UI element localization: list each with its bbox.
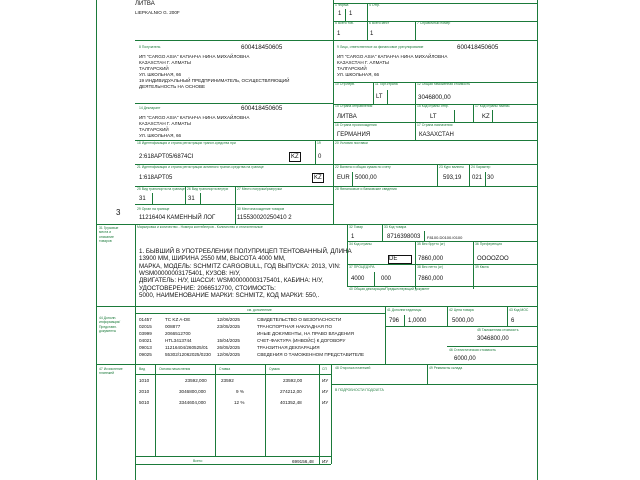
net-weight: 7860,000 (418, 276, 444, 282)
document-name: ТРАНСПОРТНАЯ НАКЛАДНАЯ ПО (257, 324, 333, 329)
watermark-logo: LLER (568, 424, 619, 444)
label-supp-units: 41 Дополнит.единицы (387, 308, 422, 312)
payment-type: 5010 (139, 400, 150, 405)
document-name: СВИДЕТЕЛЬСТВО О БЕЗОПАСНОСТИ (257, 317, 342, 322)
label-inland-transport: 26 Вид транспорта внутри (187, 187, 229, 191)
mos-code: 6 (511, 318, 515, 324)
label-see-supplement: см. дополнение (247, 308, 272, 312)
gross-weight: 7860,000 (418, 256, 444, 262)
destination-code: KZ (482, 114, 490, 120)
box24-b: 30 (487, 175, 494, 181)
payment-base: 3344604,000 (179, 400, 206, 405)
transport-country: KZ (291, 154, 299, 160)
label-payments: 47 Исчисление платежей (99, 367, 123, 376)
label-gross-weight: 35 Вес брутто (кг) (417, 242, 445, 246)
label-form: 1 Форма (335, 3, 349, 7)
payment-base: 23592,000 (185, 378, 207, 383)
country-origin: ГЕРМАНИЯ (337, 132, 371, 138)
procedure-a: 4000 (351, 276, 365, 282)
country-destination: КАЗАХСТАН (419, 132, 454, 138)
declarant-code: 600418450605 (241, 105, 283, 112)
total-customs-value: 3046800,00 (418, 94, 451, 101)
country-departure: ЛИТВА (337, 114, 357, 120)
label-additional-info: 44 Дополн. информация/ Представл. документы (99, 316, 121, 333)
label-declarant: 14 Декларант (139, 106, 161, 110)
document-number: TC KZ A-DE (165, 317, 191, 322)
label-financial-info: 28 Финансовые и банковские сведения (335, 187, 397, 191)
payment-rate: 23592 (221, 378, 234, 383)
form-a: 1 (338, 11, 342, 17)
header-top-line1: ЛИТВА (135, 1, 155, 7)
label-quota: 39 Квота (475, 265, 489, 269)
border-transport-country: KZ (314, 175, 322, 181)
financial-party-code: 600418450605 (457, 44, 499, 51)
document-date: 15/04/2025 (217, 338, 240, 343)
label-financial-party: 9 Лицо, ответственное за финансовое урегулирование (337, 45, 424, 49)
label-ref-number: 7 Справочный номер (417, 21, 451, 25)
hdr-rate: Ставка (219, 367, 231, 371)
label-total: Всего: (193, 459, 203, 463)
procedure-b: 000 (381, 276, 392, 282)
sender-address: ИП "CARGO ASIA" КАПАНЧА НИНА МИХАЙЛОВНА КАЗАХСТАН Г. АЛМАТЫ ТАЛГАРСКИЙ УЛ. ШКОЛЬНАЯ, 66 19 ИНДИВИДУАЛЬНЫЙ ПРЕДПРИНИМАТЕЛЬ, ОСУЩЕСТВЛЯЮЩИЙ ДЕЯТЕЛЬНОСТЬ НА ОСНОВЕ (139, 54, 290, 90)
label-customs-value: 45 Таможенная стоимость (477, 328, 519, 332)
payment-type: 2010 (139, 389, 150, 394)
document-date: 26/05/2025 (217, 345, 240, 350)
country-code-34: DE (389, 256, 398, 262)
border-transport: 1:618APT05 (139, 175, 173, 181)
label-box19: 19 (317, 141, 321, 145)
form-number: 3 (116, 208, 121, 217)
label-warehouse: 49 Реквизиты склада (429, 366, 463, 370)
border-transport-mode: 31 (139, 196, 146, 202)
label-stat-value: 46 Статистическая стоимость (449, 348, 496, 352)
document-name: СЧЕТ-ФАКТУРА (ИНВОЙС) К ДОГОВОРУ (257, 338, 346, 343)
watermark-sub: ER (574, 444, 583, 450)
payment-sum: 274212,00 (280, 389, 302, 394)
invoice-amount: 5000,00 (355, 175, 377, 181)
preference: OOOOZOO (477, 256, 509, 262)
label-mos: 43 Код МОС (509, 308, 529, 312)
goods-location: 115530020250410 2 (237, 215, 292, 221)
label-country-destination: 17 Страна назначения (417, 123, 453, 127)
document-name: СВЕДЕНИЯ О ТАМОЖЕННОМ ПРЕДСТАВИТЕЛЕ (257, 352, 365, 357)
payments-total-sp: ИУ (322, 459, 329, 464)
document-code: 04021 (139, 338, 152, 343)
hdr-sum: Сумма (269, 367, 280, 371)
label-packages-description: 31 Грузовые места и описание товаров (99, 226, 119, 243)
header-top-line2: LIEPKALNIO G. 200F (135, 10, 180, 15)
label-country-code-34: 34 Код страны (349, 242, 372, 246)
label-form-4: 4 Отгр. (369, 3, 381, 7)
watermark-swoosh (588, 446, 635, 472)
label-sender: 8 Получатель (139, 45, 161, 49)
item-price: 5000,00 (452, 318, 474, 324)
declarant-address: ИП "CARGO ASIA" КАПАНЧА НИНА МИХАЙЛОВНА КАЗАХСТАН Г. АЛМАТЫ ТАЛГАРСКИЙ УЛ. ШКОЛЬНАЯ, 66 (139, 115, 250, 139)
label-delivery-terms: 20 Условия поставки (335, 141, 368, 145)
border-office: 11216404 КАМЕННЫЙ ЛОГ (139, 215, 216, 221)
hdr-type: Вид (139, 367, 146, 371)
label-goods-location: 30 Местонахождение товаров (237, 207, 285, 211)
label-loading-place: 27 Место погрузки/разгрузки (237, 187, 282, 191)
supp-unit-qty: 1,0000 (408, 318, 427, 324)
document-number: НТL3413744 (165, 338, 192, 343)
item-number: 1 (351, 234, 355, 240)
box19-value: 0 (318, 154, 322, 160)
departure-code: LT (430, 114, 437, 120)
document-code: 03999 (139, 331, 152, 336)
hdr-sp: СП (322, 367, 327, 371)
currency: EUR (337, 175, 350, 181)
label-procedure: 37 ПРОЦЕДУРА (349, 265, 375, 269)
label-net-weight: 38 Вес нетто (кг) (417, 265, 444, 269)
hs-extra: F8100.D0100.I0100 (427, 235, 463, 240)
label-departure-code: 15 Код страны отпр. (417, 104, 449, 108)
supp-unit-code: 796 (389, 318, 400, 324)
label-box24: 24 Характер (471, 165, 491, 169)
customs-value: 3046800,00 (477, 336, 509, 342)
inland-transport: 31 (188, 196, 195, 202)
document-code: 09025 (139, 352, 152, 357)
document-code: 02015 (139, 324, 152, 329)
label-marks: Маркировка и количество - Номера контейнеров - Количество и отличительные (137, 225, 263, 229)
box24-a: 021 (472, 175, 483, 181)
hdr-base: Основа начисления (159, 367, 191, 371)
goods-description: 1. БЫВШИЙ В УПОТРЕБЛЕНИИ ПОЛУПРИЦЕП ТЕНТОВАННЫЙ, ДЛИНА 13900 ММ, ШИРИНА 2550 ММ, ВЫСОТА 4000 ММ, МАРКА, МОДЕЛЬ: SCHMITZ CARGOBULL, ГОД ВЫПУСКА: 2013, VIN: WSM00000003175401, КУЗОВ: Н/У, ДВИГАТЕЛЬ: Н/У, ШАССИ: WSM00000003175401, КАБИНА: Н/У, УДОСТОВЕРЕНИЕ: 2066512700, СТОИМОСТЬ: 5000, НАИМЕНОВАНИЕ МАРКИ: SCHMITZ, КОД МАРКИ: 550,. (139, 248, 352, 299)
total-items-value: 1 (337, 31, 341, 37)
label-hs-code: 33 Код товара (384, 225, 407, 229)
hs-code: 8716398003 (387, 234, 421, 240)
label-transport-id: 18 Идентификация и страна регистрации трансп.средства при (137, 141, 236, 145)
document-number: 008877 (165, 324, 181, 329)
label-box12: 12 Общая таможенная стоимость (417, 82, 471, 86)
financial-party-address: ИП "CARGO ASIA" КАПАНЧА НИНА МИХАЙЛОВНА КАЗАХСТАН Г. АЛМАТЫ ТАЛГАРСКИЙ УЛ. ШКОЛЬНАЯ, 66 (337, 54, 448, 78)
label-item-price: 42 Цена товара (449, 308, 474, 312)
label-country-departure: 15 Страна отправления (335, 104, 373, 108)
form-b: 1 (349, 11, 353, 17)
payment-rate: 12 % (234, 400, 245, 405)
label-total-places: 6 Всего мест (369, 21, 390, 25)
document-number: 11216404/260525/01 (165, 345, 209, 350)
document-row: 01457 (139, 317, 152, 322)
payment-sp: ИУ (322, 389, 329, 394)
payment-sum: 23592,00 (283, 378, 303, 383)
label-border-office: 29 Орган на границе (137, 207, 170, 211)
customs-declaration-sheet (96, 0, 538, 480)
total-places-value: 1 (370, 31, 374, 37)
document-code: 09013 (139, 345, 152, 350)
payment-rate: 9 % (236, 389, 244, 394)
label-destination-code: 17 Код страны назнач. (475, 104, 511, 108)
document-number: 2066512700 (165, 331, 191, 336)
label-calculation-details: B ПОДРОБНОСТИ ПОДСЧЕТА (335, 388, 384, 392)
label-deferral: 48 Отсрочка платежей (335, 366, 371, 370)
label-item: 32 Товар (349, 225, 363, 229)
transport-id: 2:618APT05/6874CI (139, 154, 194, 160)
label-box10: 10 Стр.перв. (335, 82, 355, 86)
label-country-origin: 16 Страна происхождения (335, 123, 377, 127)
label-border-transport-mode: 25 Вид транспорта на границе (137, 187, 185, 191)
stat-value: 6000,00 (454, 356, 476, 362)
label-currency-amount: 22 Валюта и общая сумма по счету (335, 165, 391, 169)
document-number: 55302/12062025/0230 (165, 352, 211, 357)
label-box11: 11 Торг.страна (375, 82, 398, 86)
label-border-transport: 21 Идентификация и страна регистрации активного трансп.средства на границе (137, 165, 264, 169)
sender-code: 600418450605 (241, 44, 283, 51)
document-date: 12/06/2025 (217, 317, 240, 322)
exchange-rate: 593,19 (443, 175, 462, 181)
payment-sp: ИУ (322, 378, 329, 383)
label-prev-document: 40 Общая декларация/Предшествующий документ (349, 287, 430, 291)
document-name: ТРАНЗИТНАЯ ДЕКЛАРАЦИЯ (257, 345, 320, 350)
payment-sum: 401352,48 (280, 400, 302, 405)
label-total-items: 5 Всего тов. (335, 21, 354, 25)
document-date: 23/05/2025 (217, 324, 240, 329)
payments-total: 699156,48 (292, 459, 314, 464)
document-name: ИНЫЕ ДОКУМЕНТЫ, НА ПРАВО ВЛАДЕНИЯ (257, 331, 354, 336)
label-preference: 36 Преференция (475, 242, 502, 246)
payment-sp: ИУ (322, 400, 329, 405)
trade-country: LT (376, 94, 383, 100)
payment-type: 1010 (139, 378, 150, 383)
payment-base: 3046800,000 (179, 389, 206, 394)
label-exchange-rate: 23 Курс валюты (439, 165, 464, 169)
document-date: 12/06/2025 (217, 352, 240, 357)
